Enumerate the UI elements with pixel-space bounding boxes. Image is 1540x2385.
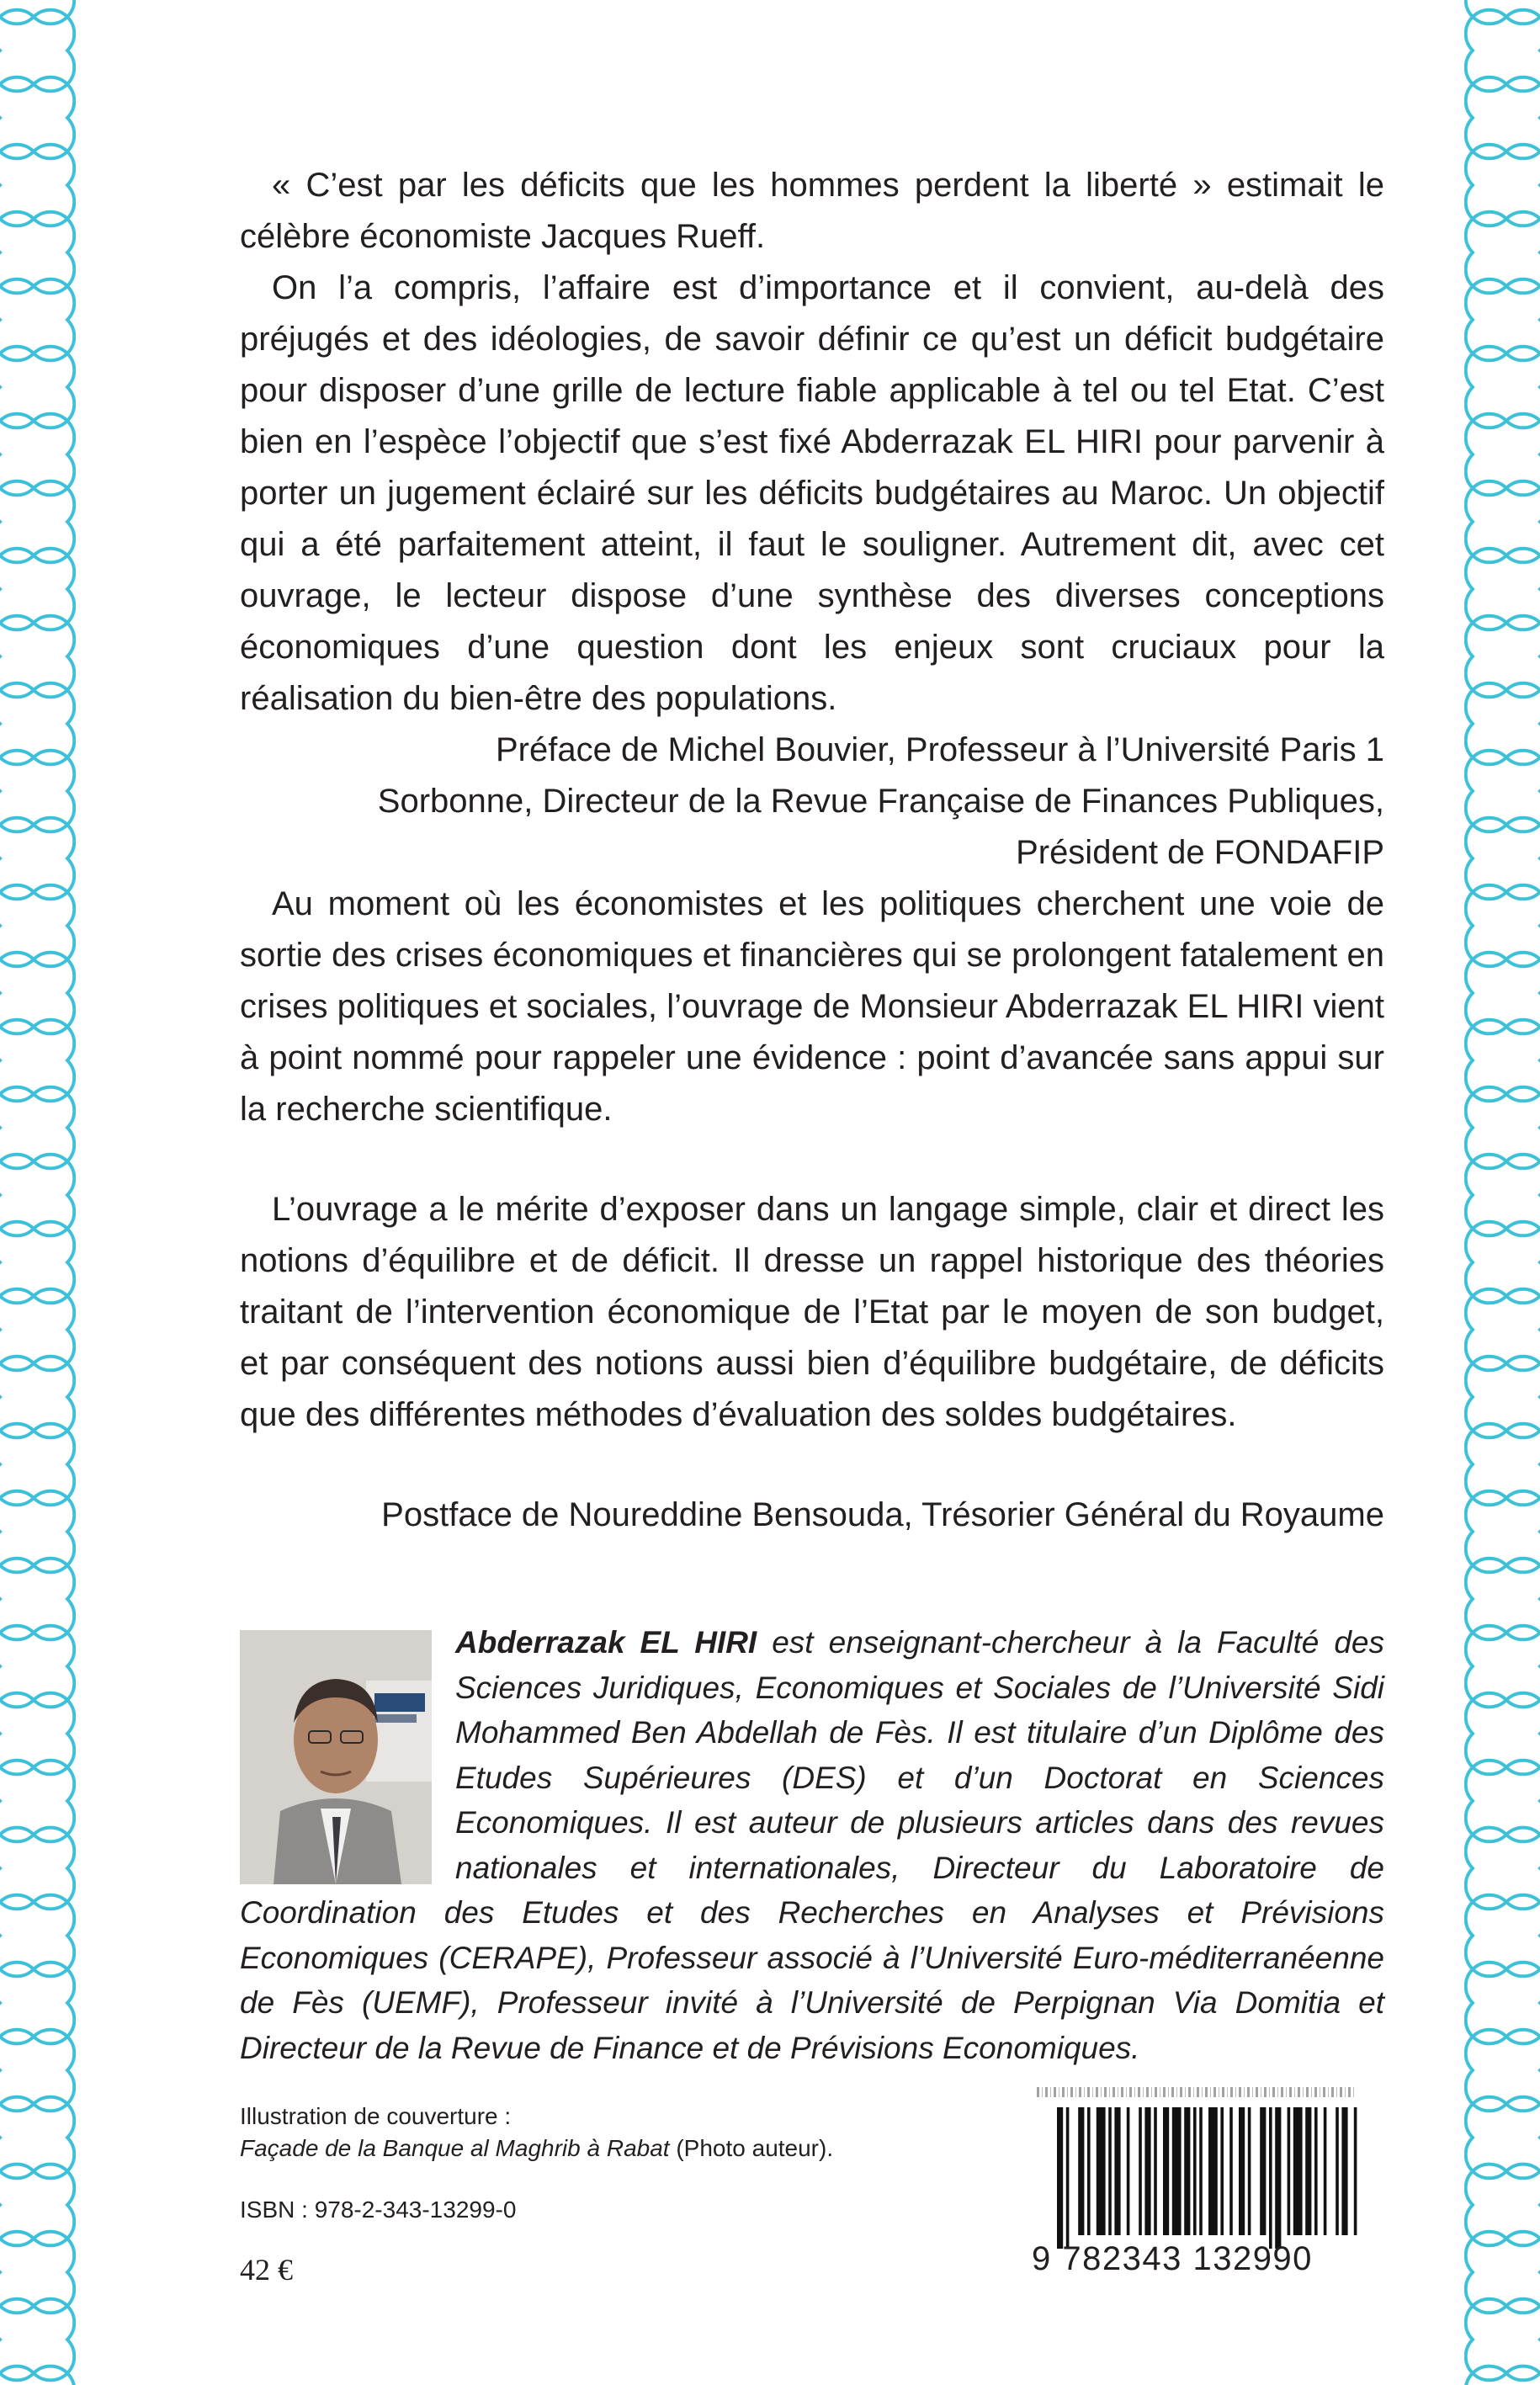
barcode-bar bbox=[1341, 2107, 1347, 2235]
postface-paragraph-2: L’ouvrage a le mérite d’exposer dans un langage simple, clair et direct les notions d’équilibre et de déficit. Il dresse un rappel historique des théories traitant de l’intervention économique de l’Etat par le moyen de son budget, et par conséquent des notions aussi bien d’équilibre budgétaire, de déficits que des différentes méthodes d’évaluation des soldes budgétaires. bbox=[240, 1191, 1384, 1433]
barcode-bar bbox=[1193, 2107, 1197, 2235]
author-bio-block bbox=[240, 1620, 1384, 2070]
barcode-bar bbox=[1314, 2107, 1318, 2235]
author-name: Abderrazak EL HIRI bbox=[455, 1625, 757, 1660]
back-cover-text bbox=[240, 160, 1384, 1541]
isbn: ISBN : 978-2-343-13299-0 bbox=[240, 2196, 517, 2223]
barcode-bar bbox=[1144, 2107, 1150, 2235]
barcode-bar bbox=[1199, 2107, 1203, 2235]
credit-label: Illustration de couverture : bbox=[240, 2103, 512, 2129]
barcode-bar bbox=[1260, 2107, 1266, 2235]
author-bio-text: est enseignant-chercheur à la Faculté des Sciences Juridiques, Economiques et Sociales de l’Université Sidi Mohammed Ben Abdellah de Fès. Il est titulaire d’un Diplôme des Etudes Supérieures (DES) et d’un Doctorat en Sciences Economiques. Il est auteur de plusieurs articles dans des revues nationales et internationales, Directeur du Laboratoire de Coordination des Etudes et des Recherches en Analyses et Prévisions Economiques (CERAPE), Professeur associé à l’Université Euro-méditerranéenne de Fès (UEMF), Professeur invité à l’Université de Perpignan Via Domitia et Directeur de la Revue de Finance et de Prévisions Economiques. bbox=[240, 1625, 1384, 2065]
barcode-bar bbox=[1275, 2107, 1281, 2249]
barcode-bar bbox=[1269, 2107, 1272, 2249]
barcode-bar bbox=[1220, 2107, 1224, 2235]
barcode-bar bbox=[1078, 2107, 1084, 2235]
barcode-bar bbox=[1066, 2107, 1070, 2249]
barcode-bar bbox=[1336, 2107, 1339, 2235]
barcode-bar bbox=[1239, 2107, 1245, 2235]
barcode-bar bbox=[1172, 2107, 1182, 2235]
author-photo bbox=[240, 1630, 432, 1884]
quote-paragraph-2: On l’a compris, l’affaire est d’importance et il convient, au-delà des préjugés et des idéologies, de savoir définir ce qu’est un déficit budgétaire pour disposer d’une grille de lecture fiable applicable à tel ou tel Etat. C’est bien en l’espèce l’objectif que s’est fixé Abderrazak EL HIRI pour parvenir à porter un jugement éclairé sur les déficits budgétaires au Maroc. Un objectif qui a été parfaitement atteint, il faut le souligner. Autrement dit, avec cet ouvrage, le lecteur dispose d’une synthèse des diverses conceptions économiques d’une question dont les enjeux sont cruciaux pour la réalisation du bien-être des populations. bbox=[240, 269, 1384, 717]
barcode-bar bbox=[1139, 2107, 1142, 2235]
barcode-bar bbox=[1154, 2107, 1157, 2235]
credit-note: (Photo auteur). bbox=[669, 2135, 834, 2161]
left-decorative-border bbox=[0, 0, 76, 2385]
barcode bbox=[1032, 2087, 1363, 2281]
barcode-digits: 9 782343 132990 bbox=[1032, 2240, 1313, 2277]
barcode-bar bbox=[1293, 2107, 1303, 2235]
barcode-bar bbox=[1108, 2107, 1112, 2235]
barcode-bar bbox=[1087, 2107, 1091, 2235]
quote-paragraph-1: « C’est par les déficits que les hommes perdent la liberté » estimait le célèbre économiste Jacques Rueff. bbox=[240, 167, 1384, 255]
barcode-bar bbox=[1229, 2107, 1233, 2235]
barcode-bar bbox=[1127, 2107, 1130, 2235]
barcode-bar bbox=[1097, 2107, 1106, 2235]
barcode-bar bbox=[1354, 2107, 1357, 2235]
barcode-bar bbox=[1305, 2107, 1311, 2235]
barcode-bar bbox=[1114, 2107, 1120, 2235]
barcode-bar bbox=[1163, 2107, 1169, 2235]
right-decorative-border bbox=[1464, 0, 1540, 2385]
barcode-bar bbox=[1288, 2107, 1291, 2235]
barcode-bar bbox=[1248, 2107, 1251, 2235]
postface-paragraph-1: Au moment où les économistes et les politiques cherchent une voie de sortie des crises économiques et financières qui se prolongent fatalement en crises politiques et sociales, l’ouvrage de Monsieur Abderrazak EL HIRI vient à point nommé pour rappeler une évidence : point d’avancée sans appui sur la recherche scientifique. bbox=[240, 885, 1384, 1128]
postface-attribution: Postface de Noureddine Bensouda, Trésorier Général du Royaume bbox=[381, 1496, 1384, 1533]
barcode-bar bbox=[1057, 2107, 1063, 2249]
price: 42 € bbox=[240, 2253, 293, 2287]
preface-attribution: Préface de Michel Bouvier, Professeur à l’Université Paris 1 Sorbonne, Directeur de la Revue Française de Finances Publiques, Président de FONDAFIP bbox=[377, 731, 1384, 871]
barcode-bar bbox=[1324, 2107, 1327, 2235]
credit-title: Façade de la Banque al Maghrib à Rabat bbox=[240, 2135, 670, 2161]
barcode-bar bbox=[1208, 2107, 1218, 2235]
barcode-bar bbox=[1184, 2107, 1190, 2235]
cover-illustration-credit bbox=[240, 2101, 997, 2165]
